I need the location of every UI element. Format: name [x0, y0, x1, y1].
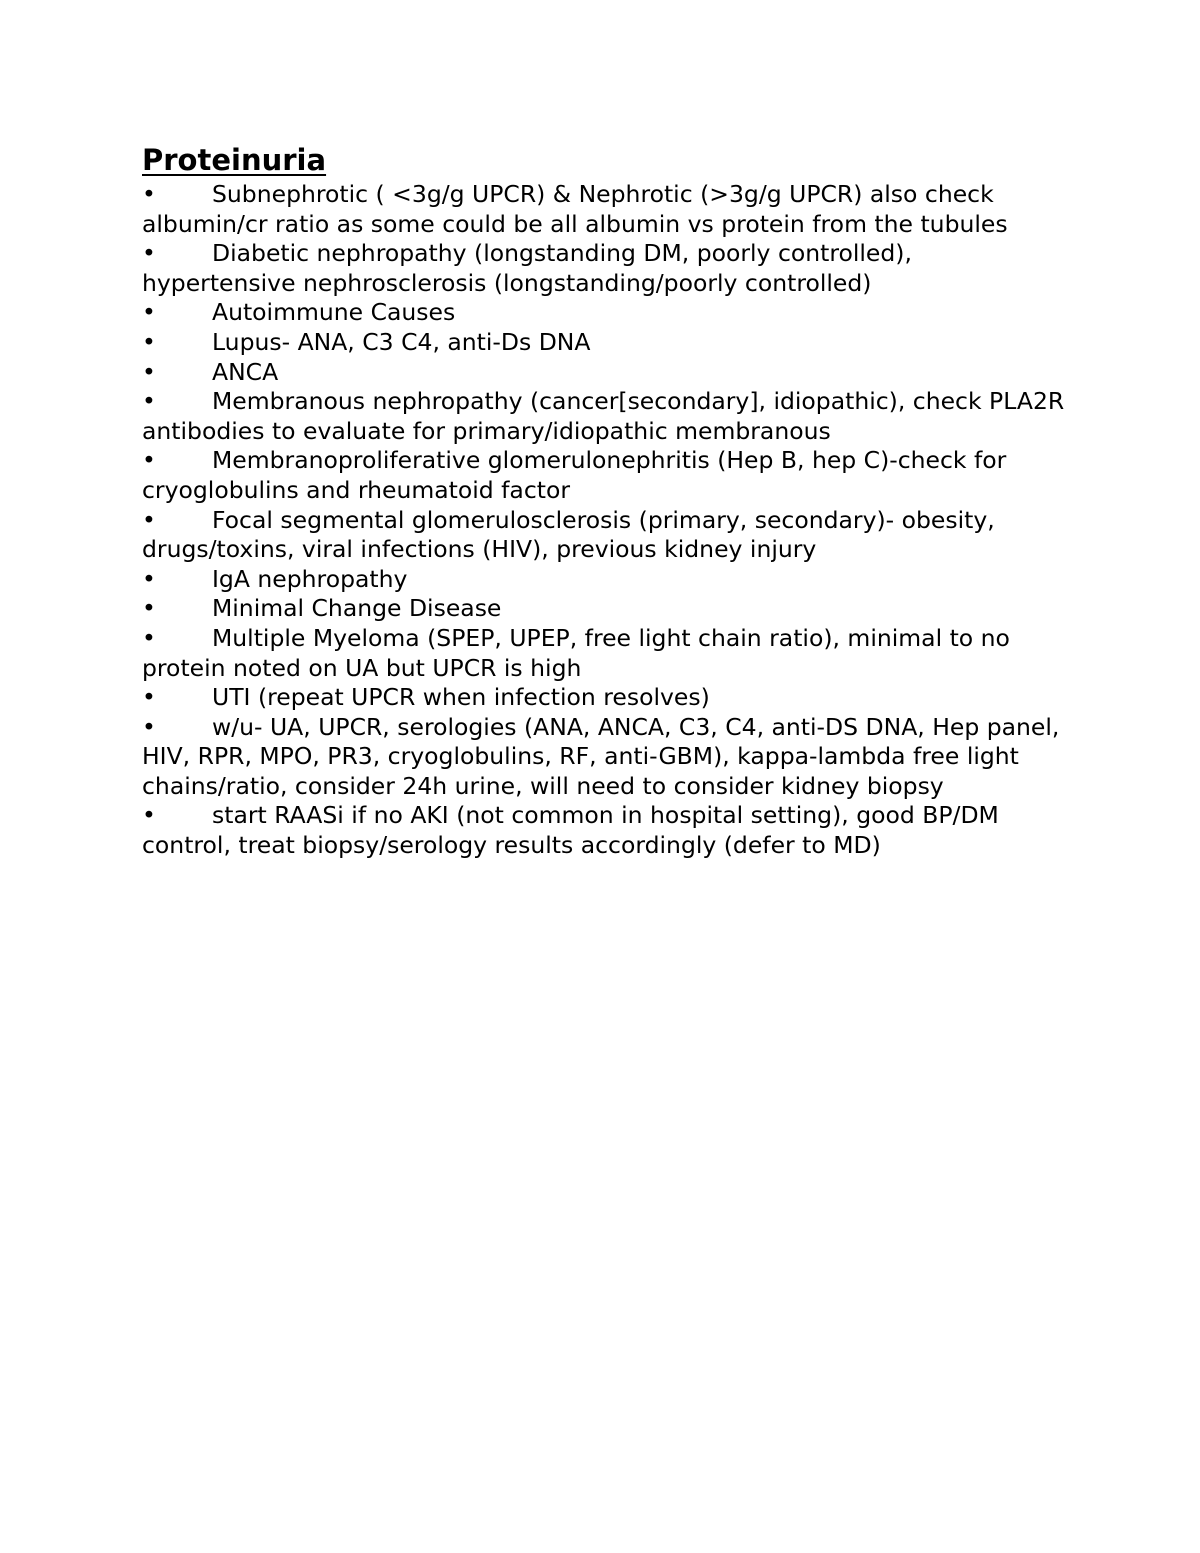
- list-item: [142, 594, 1072, 624]
- list-item-text: Subnephrotic ( <3g/g UPCR) & Nephrotic (>3g/g UPCR) also check albumin/cr ratio as some could be all albumin vs protein from the tubules: [142, 180, 1008, 238]
- list-item: [142, 239, 1072, 298]
- bullet-icon: •: [142, 239, 156, 268]
- list-item: [142, 565, 1072, 595]
- list-item: [142, 328, 1072, 358]
- list-item: [142, 624, 1072, 683]
- list-item-text: Focal segmental glomerulosclerosis (primary, secondary)- obesity, drugs/toxins, viral infections (HIV), previous kidney injury: [142, 505, 995, 564]
- bullet-icon: •: [142, 623, 156, 652]
- bullet-icon: •: [142, 180, 156, 208]
- list-item: [142, 387, 1072, 446]
- bullet-icon: •: [142, 594, 156, 623]
- document-body: [142, 140, 1072, 861]
- bullet-icon: •: [142, 564, 156, 593]
- bullet-icon: •: [142, 712, 156, 741]
- list-item-text: ANCA: [212, 357, 279, 386]
- list-item-text: w/u- UA, UPCR, serologies (ANA, ANCA, C3, C4, anti-DS DNA, Hep panel, HIV, RPR, MPO, PR3, cryoglobulins, RF, anti-GBM), kappa-lambda free light chains/ratio, consider 24h urine, will need to consider kidney biopsy: [142, 712, 1060, 800]
- bullet-icon: •: [142, 298, 156, 327]
- bullet-list: [142, 180, 1072, 861]
- bullet-icon: •: [142, 327, 156, 356]
- list-item-text: Minimal Change Disease: [212, 594, 502, 623]
- list-item-text: start RAASi if no AKI (not common in hospital setting), good BP/DM control, treat biopsy/serology results accordingly (defer to MD): [142, 801, 999, 860]
- list-item: [142, 713, 1072, 802]
- document-title: Proteinuria: [142, 143, 327, 177]
- list-item-text: Autoimmune Causes: [212, 298, 456, 327]
- list-item: [142, 358, 1072, 388]
- list-item: [142, 446, 1072, 505]
- list-item-text: UTI (repeat UPCR when infection resolves): [212, 683, 710, 712]
- list-item: [142, 298, 1072, 328]
- bullet-icon: •: [142, 801, 156, 830]
- list-item: [142, 801, 1072, 860]
- list-item-text: Multiple Myeloma (SPEP, UPEP, free light chain ratio), minimal to no protein noted on UA but UPCR is high: [142, 623, 1010, 682]
- bullet-icon: •: [142, 446, 156, 475]
- list-item: [142, 683, 1072, 713]
- list-item-text: Membranous nephropathy (cancer[secondary], idiopathic), check PLA2R antibodies to evaluate for primary/idiopathic membranous: [142, 387, 1065, 445]
- bullet-icon: •: [142, 357, 156, 386]
- bullet-icon: •: [142, 387, 156, 416]
- list-item-text: IgA nephropathy: [212, 564, 408, 593]
- list-item-text: Membranoproliferative glomerulonephritis (Hep B, hep C)-check for cryoglobulins and rheumatoid factor: [142, 446, 1007, 504]
- bullet-icon: •: [142, 505, 156, 534]
- bullet-icon: •: [142, 683, 156, 712]
- list-item-text: Lupus- ANA, C3 C4, anti-Ds DNA: [212, 327, 591, 356]
- list-item: [142, 506, 1072, 565]
- list-item-text: Diabetic nephropathy (longstanding DM, poorly controlled), hypertensive nephrosclerosis (longstanding/poorly controlled): [142, 239, 912, 297]
- list-item: [142, 180, 1072, 239]
